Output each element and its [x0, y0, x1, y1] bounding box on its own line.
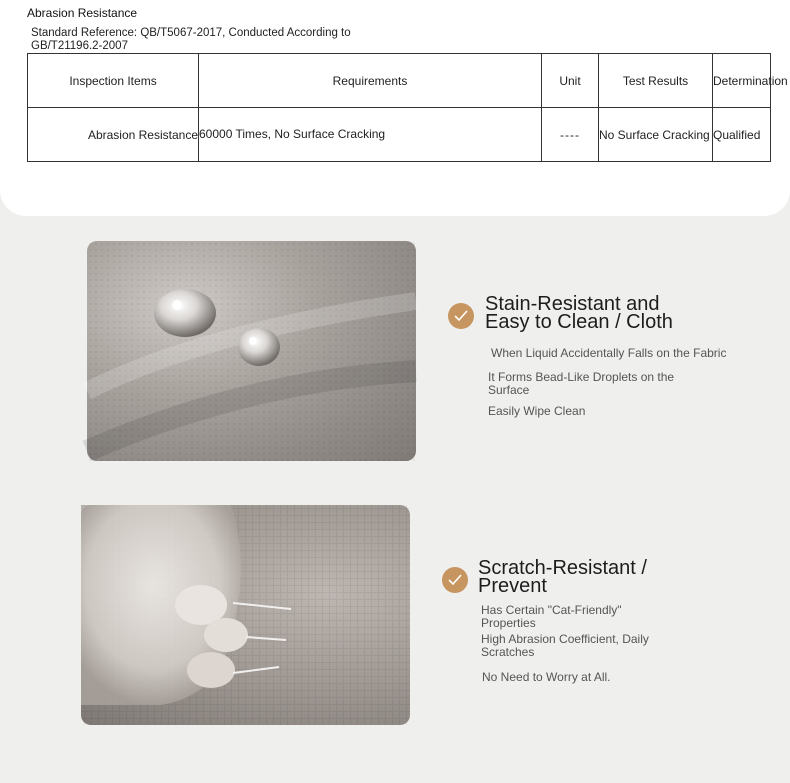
- cell-requirement: 60000 Times, No Surface Cracking: [199, 108, 542, 162]
- feature-line: When Liquid Accidentally Falls on the Fabric: [491, 346, 727, 360]
- header-determination: Determination: [713, 54, 771, 108]
- spec-card: [0, 0, 790, 216]
- cell-determination: Qualified: [713, 108, 771, 162]
- header-inspection-items: Inspection Items: [28, 54, 199, 108]
- feature-line: No Need to Worry at All.: [482, 670, 611, 684]
- feature-title-stain-resistant: Stain-Resistant and Easy to Clean / Cloth: [485, 293, 673, 333]
- section-title: Abrasion Resistance: [27, 6, 138, 20]
- feature-line: It Forms Bead-Like Droplets on the Surface: [488, 370, 675, 397]
- header-requirements: Requirements: [199, 54, 542, 108]
- feature-line: Easily Wipe Clean: [488, 404, 586, 418]
- table-row: [28, 108, 771, 162]
- check-icon: [442, 567, 468, 593]
- header-unit: Unit: [542, 54, 599, 108]
- check-icon: [448, 303, 474, 329]
- standard-reference: Standard Reference: QB/T5067-2017, Conducted According to GB/T21196.2-2007: [31, 27, 351, 52]
- header-test-results: Test Results: [599, 54, 713, 108]
- cell-item: Abrasion Resistance: [28, 108, 199, 162]
- feature-title-scratch-resistant: Scratch-Resistant / Prevent: [478, 557, 647, 597]
- cell-unit: ----: [542, 108, 599, 162]
- table-header-row: [28, 54, 771, 108]
- cell-test-result: No Surface Cracking: [599, 108, 713, 162]
- feature-line: Has Certain "Cat-Friendly" Properties: [481, 603, 622, 630]
- inspection-table: [27, 53, 788, 162]
- feature-line: High Abrasion Coefficient, Daily Scratches: [481, 632, 649, 659]
- leather-water-droplets-image: [87, 241, 416, 461]
- cat-paw-scratch-image: [81, 505, 410, 725]
